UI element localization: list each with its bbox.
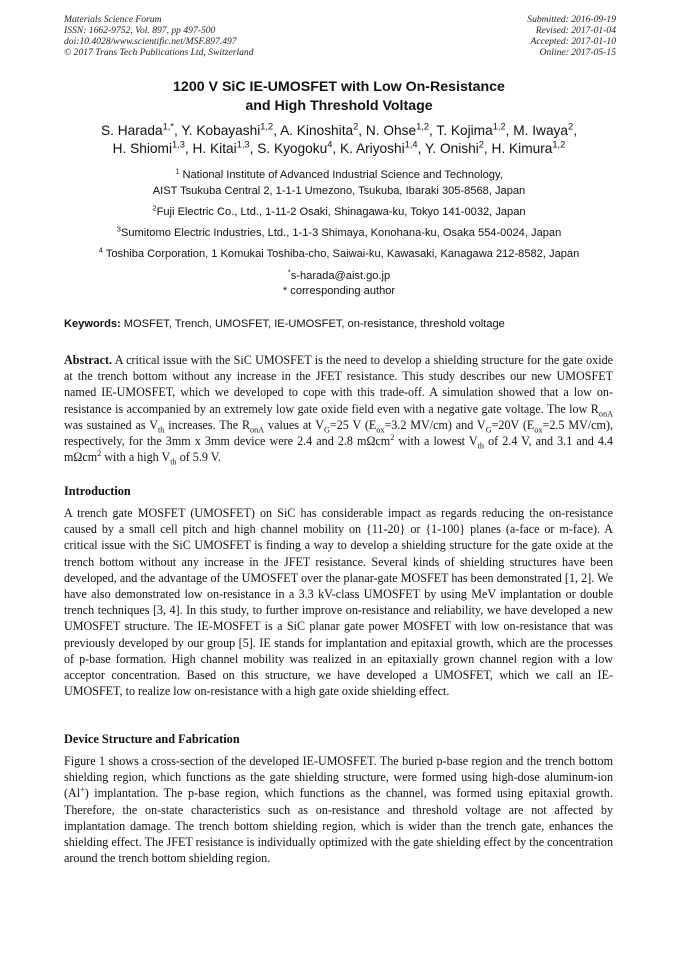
subscript: G [485, 425, 492, 435]
affiliation-3 [0, 223, 678, 242]
submitted-date: Submitted: 2016-09-19 [527, 14, 616, 25]
author-affiliation-mark: 4 [327, 139, 333, 150]
author-affiliation-mark: 2 [353, 121, 359, 132]
abstract-text: =20V (E [491, 417, 535, 432]
author-affiliation-mark: 1,4 [404, 139, 418, 150]
subscript: ox [376, 425, 385, 435]
email-mark: * [287, 267, 291, 277]
affiliation-3-text: Sumitomo Electric Industries, Ltd., 1-1-3 Shimaya, Konohana-ku, Osaka 554-0024, Japan [120, 226, 562, 239]
accepted-date: Accepted: 2017-01-10 [530, 36, 616, 47]
affiliation-mark: 3 [116, 223, 121, 233]
subscript: G [323, 425, 330, 435]
author-affiliation-mark: 1,2 [416, 121, 430, 132]
author-name: Y. Onishi [424, 141, 479, 156]
author-list [0, 122, 678, 158]
author-line-1: S. Harada$^{1,*}$, Y. Kobayashi$^{1,2}$, A. Kinoshita$^2$, N. Ohse$^{1,2}$, T. Kojima$^{1,2}$, M. Iwaya$^2$, [101, 121, 577, 138]
abstract-text: with a high V [101, 450, 171, 465]
corresponding-note: * corresponding author [282, 284, 396, 297]
title-line-1: 1200 V SiC IE-UMOSFET with Low On-Resistance [173, 79, 505, 95]
abstract-paragraph [64, 352, 613, 465]
online-date: Online: 2017-05-15 [539, 47, 616, 58]
author-name: N. Ohse [365, 123, 417, 138]
affiliation-1-line-1: National Institute of Advanced Industrial Science and Technology, [179, 169, 503, 181]
affiliation-mark: 1 [175, 166, 180, 176]
affiliation-mark: 4 [98, 244, 103, 254]
abstract-text: of 2.4 V, and 3.1 and 4.4 mΩcm [64, 434, 613, 465]
affiliation-list [0, 168, 678, 298]
author-affiliation-mark: 2 [478, 139, 484, 150]
device-text: ) implantation. The p-base region, which functions as the channel, was formed using epitaxial growth. Therefore, the on-state characteristics such as on-resistance and threshold voltage are not affected by implantation damage. The trench bottom shielding region, which is wider than the trench gate, enhances the shielding effect. The JFET resistance is individually optimized with the gate shielding effect by the concentration around the trench bottom shielding region. [64, 786, 613, 866]
author-name: H. Kimura [491, 141, 553, 156]
abstract-text: =3.2 MV/cm) and V [384, 417, 486, 432]
abstract-text: values at V [264, 417, 324, 432]
superscript: 2 [97, 449, 102, 459]
author-affiliation-mark: 1,2 [260, 121, 274, 132]
abstract-text: =2.5 MV/cm), respectively, for the 3mm x 3mm device were 2.4 and 2.8 mΩcm [64, 417, 613, 449]
abstract-label: Abstract. [64, 353, 113, 367]
superscript: 2 [390, 432, 395, 442]
author-name: K. Ariyoshi [340, 141, 405, 156]
keywords-text: MOSFET, Trench, UMOSFET, IE-UMOSFET, on-resistance, threshold voltage [120, 318, 505, 330]
subscript: th [170, 457, 177, 467]
subscript: th [477, 441, 485, 451]
introduction-heading: Introduction [64, 484, 131, 498]
abstract-text: was sustained as V [64, 417, 159, 432]
affiliation-mark: 2 [152, 202, 157, 212]
doi-line: doi:10.4028/www.scientific.net/MSF.897.497 [64, 36, 237, 47]
abstract-text: increases. The R [164, 417, 251, 432]
journal-name: Materials Science Forum [64, 14, 162, 25]
author-affiliation-mark: 1,3 [171, 139, 185, 150]
revised-date: Revised: 2017-01-04 [535, 25, 616, 36]
abstract-text: of 5.9 V. [176, 450, 221, 465]
author-name: A. Kinoshita [280, 123, 354, 138]
issn-line: ISSN: 1662-9752, Vol. 897, pp 497-500 [64, 25, 216, 36]
introduction-paragraph: A trench gate MOSFET (UMOSFET) on SiC has considerable impact as regards reducing the on-resistance caused by a small cell pitch and high channel mobility on {11-20} or {1-100} planes (a-face or m-face). A critical issue with the SiC UMOSFET is finding a way to develop a shielding structure for the gate oxide at the trench bottom without any increase in the JFET resistance. Several kinds of shielding structures have been developed, and the advantage of the UMOSFET over the planar-gate MOSFET has been demonstrated [1, 2]. We have also demonstrated low on-resistance in a 3.3 kV-class UMOSFET by using MeV implantation or double trench techniques [3, 4]. In this study, to further improve on-resistance and reliability, we have developed a new UMOSFET structure. The IE-MOSFET is a SiC planar gate power MOSFET with low on-resistance that was previously developed by our group [5]. IE stands for implantation and epitaxial growth, which are the processes of p-base formation. High channel mobility was realized in an epitaxially grown channel region with a low acceptor concentration. Based on this structure, we have developed a UMOSFET, which we call an IE-UMOSFET, to realize low on-resistance with a high gate oxide shielding effect. [64, 506, 613, 699]
device-structure-heading: Device Structure and Fabrication [64, 732, 240, 746]
author-name: S. Kyogoku [257, 141, 328, 156]
device-structure-paragraph [64, 753, 613, 866]
affiliation-2-text: Fuji Electric Co., Ltd., 1-11-2 Osaki, Shinagawa-ku, Tokyo 141-0032, Japan [156, 205, 526, 218]
title-line-2: and High Threshold Voltage [245, 98, 433, 114]
keywords-label: Keywords: [64, 318, 121, 330]
keywords [64, 317, 624, 331]
superscript: + [80, 785, 85, 795]
device-text: Figure 1 shows a cross-section of the developed IE-UMOSFET. The buried p-base region and the trench bottom shielding region, which functions as the gate shielding structure, were formed using high-dose aluminum-ion (Al [64, 754, 613, 801]
author-name: M. Iwaya [513, 123, 569, 138]
abstract-text: with a lowest V [394, 434, 478, 449]
copyright-line: © 2017 Trans Tech Publications Ltd, Switzerland [64, 47, 254, 58]
affiliation-4 [0, 244, 678, 263]
author-affiliation-mark: 1,2 [552, 139, 566, 150]
author-name: T. Kojima [436, 123, 493, 138]
subscript: th [158, 425, 165, 435]
affiliation-1 [0, 168, 678, 199]
paper-title [0, 78, 678, 116]
affiliation-2 [0, 202, 678, 221]
author-name: Y. Kobayashi [181, 123, 261, 138]
affiliation-1-line-2: AIST Tsukuba Central 2, 1-1-1 Umezono, Tsukuba, Ibaraki 305-8568, Japan [152, 184, 526, 197]
author-email [0, 269, 678, 284]
affiliation-4-text: Toshiba Corporation, 1 Komukai Toshiba-cho, Saiwai-ku, Kawasaki, Kanagawa 212-8582, Japan [102, 247, 580, 260]
author-affiliation-mark: 1,2 [492, 121, 506, 132]
author-name: S. Harada [101, 123, 163, 138]
author-line-2: H. Shiomi$^{1,3}$, H. Kitai$^{1,3}$, S. Kyogoku$^4$, K. Ariyoshi$^{1,4}$, Y. Onishi$^2$, H. Kimura$^{1,2}$ [112, 139, 566, 156]
author-affiliation-mark: 1,3 [236, 139, 250, 150]
abstract-text: =25 V (E [329, 417, 377, 432]
author-name: H. Shiomi [112, 141, 172, 156]
submission-dates [527, 14, 616, 58]
author-affiliation-mark: 2 [568, 121, 574, 132]
subscript: ox [534, 425, 543, 435]
abstract-text: A critical issue with the SiC UMOSFET is the need to develop a shielding structure for the gate oxide at the trench bottom without any increase in the JFET resistance. This study describes our new UMOSFET named IE-UMOSFET, which we developed to cope with this trade-off. A simulation showed that a low on-resistance is accompanied by an extremely low gate oxide field even with a negative gate voltage. The low R [64, 353, 613, 416]
subscript: onA [250, 425, 265, 435]
subscript: onA [598, 409, 613, 419]
author-affiliation-mark: 1,* [162, 121, 175, 132]
author-name: H. Kitai [192, 141, 237, 156]
journal-info [64, 14, 254, 58]
email-text: s-harada@aist.go.jp [290, 270, 391, 282]
